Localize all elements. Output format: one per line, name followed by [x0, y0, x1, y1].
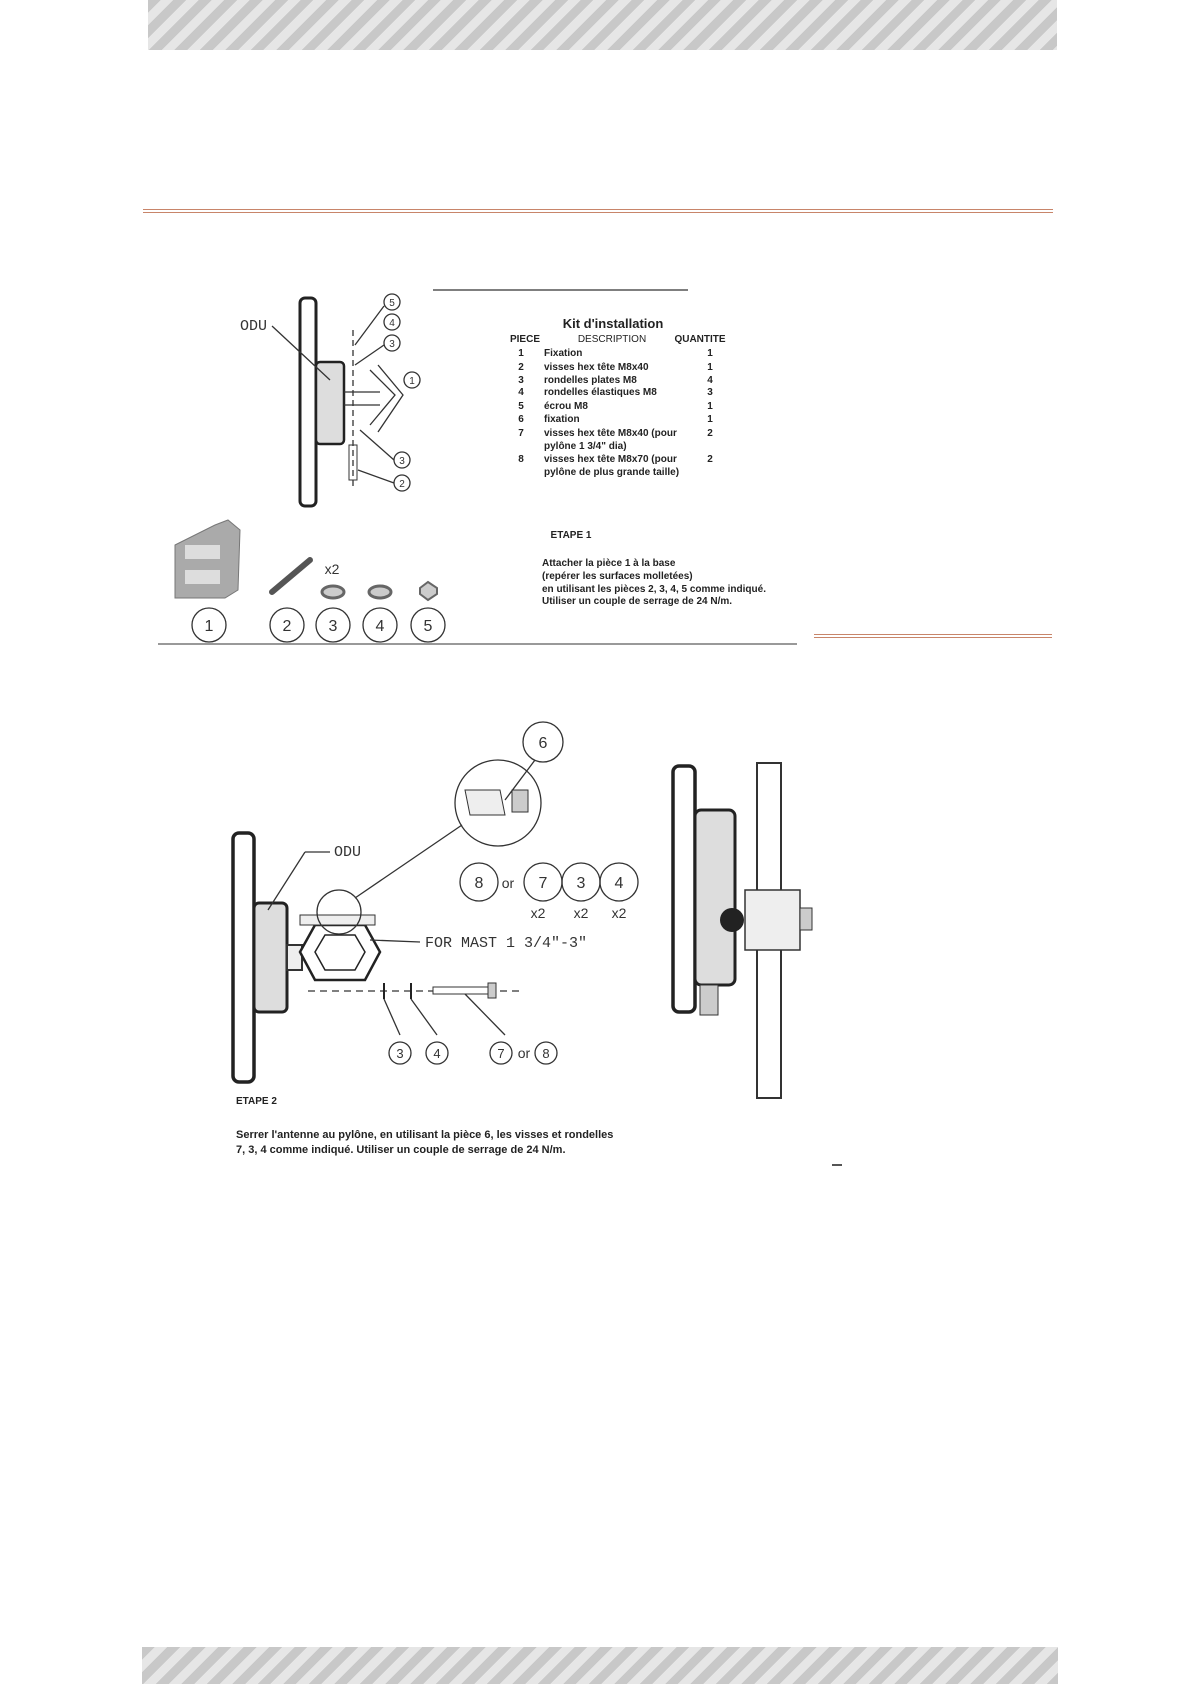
svg-text:QUANTITE: QUANTITE [674, 334, 726, 345]
svg-text:PIECE: PIECE [509, 334, 541, 345]
svg-text:Attacher la pièce 1 à la base: Attacher la pièce 1 à la base [542, 558, 676, 569]
svg-text:7: 7 [497, 1046, 505, 1061]
step1-text [542, 530, 766, 607]
kit-row-desc: rondelles plates M8 [544, 375, 637, 386]
svg-text:or: or [501, 875, 515, 891]
svg-text:ETAPE 1: ETAPE 1 [550, 530, 592, 541]
svg-text:5: 5 [423, 618, 433, 635]
svg-text:1: 1 [409, 376, 415, 387]
kit-row-piece: 2 [518, 362, 524, 373]
svg-text:3: 3 [328, 618, 338, 635]
svg-text:x2: x2 [573, 905, 589, 921]
part-number-circles [192, 608, 445, 642]
kit-row-qty: 1 [707, 414, 713, 425]
kit-row-desc: Fixation [544, 348, 583, 359]
svg-text:1: 1 [204, 618, 214, 635]
svg-text:7, 3, 4 comme indiqué. Utilise: 7, 3, 4 comme indiqué. Utiliser un couple de serrage de 24 N/m. [236, 1144, 566, 1156]
kit-row-qty: 1 [707, 362, 713, 373]
parts-row [158, 520, 797, 644]
svg-text:2: 2 [399, 479, 405, 490]
kit-row-qty: 4 [707, 375, 713, 386]
kit-row-piece: 6 [518, 414, 524, 425]
step2-text [236, 1096, 613, 1156]
svg-text:x2: x2 [530, 905, 546, 921]
svg-text:DESCRIPTION: DESCRIPTION [577, 334, 647, 345]
svg-text:4: 4 [389, 318, 395, 329]
svg-text:x2: x2 [611, 905, 627, 921]
svg-text:or: or [517, 1045, 531, 1061]
svg-text:2: 2 [282, 618, 292, 635]
svg-text:Utiliser un couple de serrage: Utiliser un couple de serrage de 24 N/m. [542, 596, 733, 607]
svg-text:7: 7 [538, 875, 548, 892]
svg-text:8: 8 [542, 1046, 550, 1061]
kit-table [510, 316, 726, 478]
svg-text:5: 5 [389, 298, 395, 309]
kit-row-qty: 2 [707, 428, 713, 439]
kit-row-desc: visses hex tête M8x40 (pour [544, 428, 677, 439]
svg-text:3: 3 [576, 875, 586, 892]
kit-row-qty: 2 [707, 454, 713, 465]
svg-text:4: 4 [614, 875, 624, 892]
svg-text:3: 3 [399, 456, 405, 467]
kit-row-qty: 1 [707, 348, 713, 359]
kit-row-qty: 3 [707, 387, 713, 398]
kit-row-desc: rondelles élastiques M8 [544, 387, 657, 398]
svg-text:(repérer les surfaces molletée: (repérer les surfaces molletées) [542, 571, 693, 582]
x2-label: x2 [324, 561, 340, 577]
svg-text:Serrer l'antenne au pylône, en: Serrer l'antenne au pylône, en utilisant la pièce 6, les visses et rondelles [236, 1129, 614, 1141]
odu-label-2: ODU [334, 844, 362, 861]
kit-row-desc: visses hex tête M8x40 [544, 362, 649, 373]
kit-row-desc: écrou M8 [544, 401, 588, 412]
svg-text:4: 4 [375, 618, 385, 635]
kit-row-desc: visses hex tête M8x70 (pour [544, 454, 677, 465]
kit-title: Kit d'installation [562, 316, 664, 331]
step2-drawing [233, 722, 842, 1165]
kit-row-piece: 5 [518, 401, 524, 412]
kit-row-piece: 3 [518, 375, 524, 386]
part-6-callout: 6 [538, 735, 548, 752]
kit-row-desc2: pylône 1 3/4" dia) [544, 441, 627, 452]
kit-row-desc2: pylône de plus grande taille) [544, 467, 680, 478]
kit-row-qty: 1 [707, 401, 713, 412]
mast-label: FOR MAST 1 3/4"-3" [425, 935, 588, 952]
svg-text:4: 4 [433, 1046, 441, 1061]
step2-parts-row [460, 863, 638, 921]
kit-row-piece: 7 [518, 428, 524, 439]
svg-text:8: 8 [474, 875, 484, 892]
kit-row-desc: fixation [544, 414, 580, 425]
svg-text:3: 3 [396, 1046, 404, 1061]
svg-text:en utilisant les pièces 2, 3,: en utilisant les pièces 2, 3, 4, 5 comme indiqué. [542, 584, 766, 595]
odu-label: ODU [240, 318, 268, 335]
kit-row-piece: 8 [518, 454, 524, 465]
kit-row-piece: 4 [518, 387, 524, 398]
kit-row-piece: 1 [518, 348, 524, 359]
svg-text:ETAPE 2: ETAPE 2 [236, 1096, 277, 1107]
svg-text:3: 3 [389, 339, 395, 350]
